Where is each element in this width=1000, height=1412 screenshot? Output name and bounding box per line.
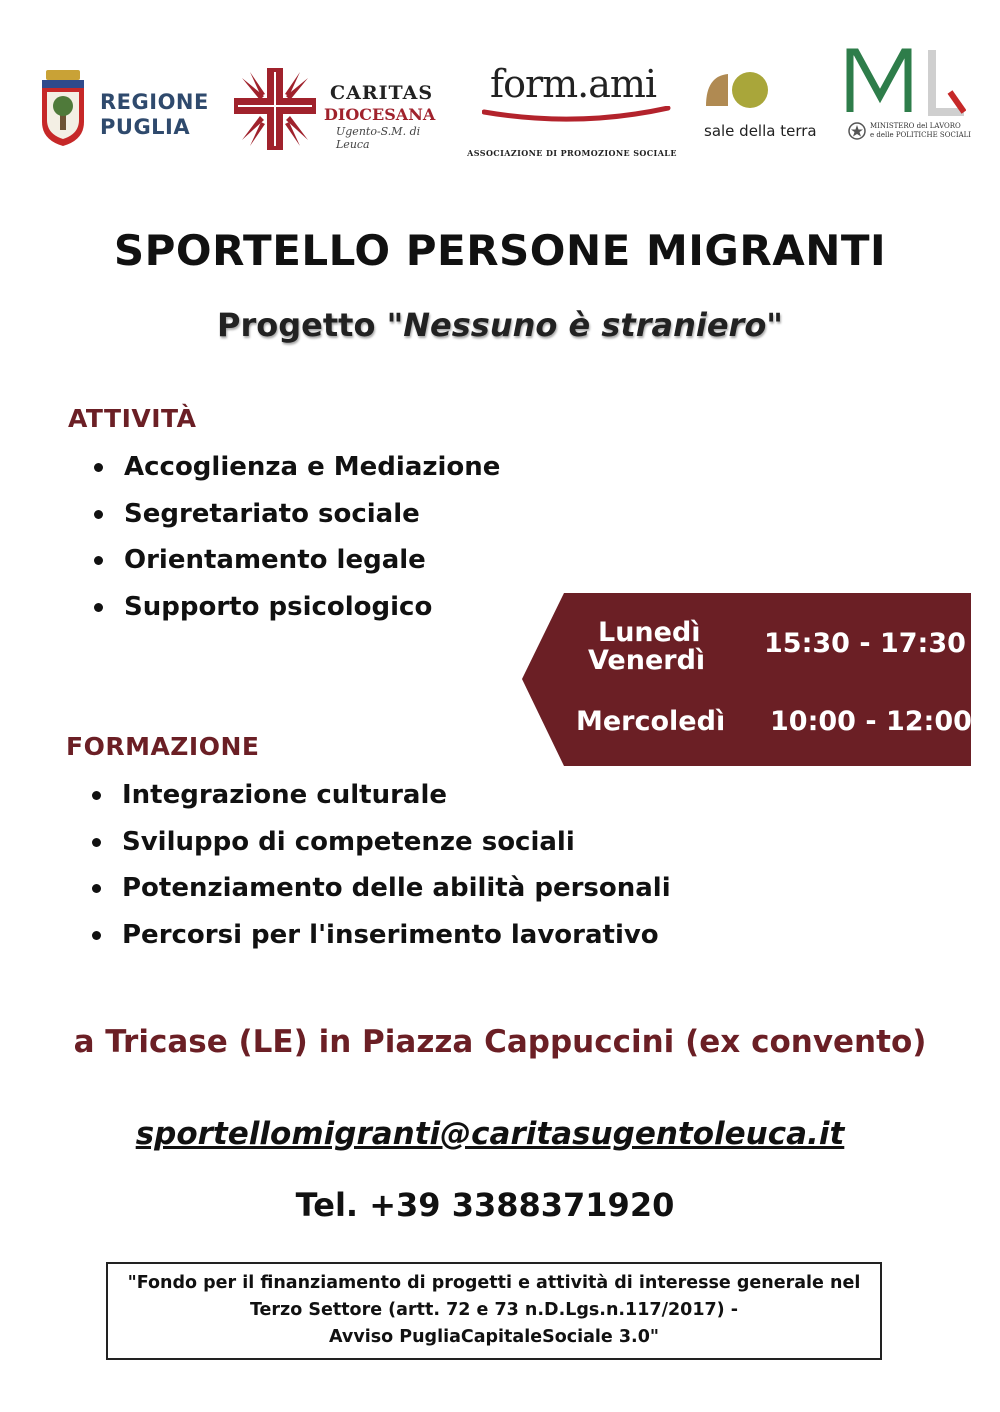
formazione-list <box>90 780 671 966</box>
list-item: Supporto psicologico <box>92 592 500 639</box>
schedule-time-morning: 10:00 - 12:00 <box>770 706 972 737</box>
attivita-heading: ATTIVITÀ <box>68 404 197 433</box>
list-item: Percorsi per l'inserimento lavorativo <box>90 920 671 967</box>
italian-emblem-icon <box>848 122 866 140</box>
ministero-text: MINISTERO del LAVORO e delle POLITICHE SOCIALI <box>870 122 972 139</box>
formazione-heading: FORMAZIONE <box>66 732 260 761</box>
phone-number: Tel. +39 3388371920 <box>295 1186 675 1224</box>
funding-note-box <box>106 1262 882 1360</box>
sale-della-terra-text: sale della terra <box>704 122 817 140</box>
formami-name: form.ami <box>490 62 657 106</box>
caritas-subtitle: DIOCESANA <box>324 105 436 124</box>
schedule-day-friday: Venerdì <box>588 645 706 676</box>
funding-note-line: Avviso PugliaCapitaleSociale 3.0" <box>329 1327 659 1347</box>
project-name: "Nessuno è straniero" <box>386 306 783 344</box>
sale-della-terra-mark-icon <box>702 70 772 110</box>
caritas-cross-icon <box>234 68 316 150</box>
caritas-location: Ugento-S.M. di Leuca <box>336 125 421 151</box>
list-item: Accoglienza e Mediazione <box>92 452 500 499</box>
formami-tagline: ASSOCIAZIONE DI PROMOZIONE SOCIALE <box>467 148 677 158</box>
funding-note-line: "Fondo per il finanziamento di progetti e attività di interesse generale nel <box>127 1273 861 1293</box>
schedule-day-wednesday: Mercoledì <box>576 706 726 737</box>
ministero-ml-icon <box>846 48 966 128</box>
list-item: Sviluppo di competenze sociali <box>90 827 671 874</box>
subtitle-prefix: Progetto <box>217 306 387 344</box>
schedule-day-monday: Lunedì <box>598 617 701 648</box>
email-link[interactable]: sportellomigranti@caritasugentoleuca.it <box>135 1116 845 1152</box>
list-item: Potenziamento delle abilità personali <box>90 873 671 920</box>
schedule-box <box>522 593 971 766</box>
schedule-arrow-shape <box>522 593 971 766</box>
list-item: Integrazione culturale <box>90 780 671 827</box>
formami-swoosh-icon <box>482 106 672 126</box>
regione-puglia-crest-icon <box>40 70 86 146</box>
page-title: SPORTELLO PERSONE MIGRANTI <box>113 226 887 275</box>
logo-row <box>0 40 1000 160</box>
list-item: Segretariato sociale <box>92 499 500 546</box>
schedule-time-afternoon: 15:30 - 17:30 <box>764 628 966 659</box>
page-subtitle <box>0 306 1000 344</box>
attivita-list <box>92 452 500 638</box>
regione-puglia-text: REGIONE PUGLIA <box>100 90 209 139</box>
list-item: Orientamento legale <box>92 545 500 592</box>
funding-note-line: Terzo Settore (artt. 72 e 73 n.D.Lgs.n.117/2017) - <box>249 1300 739 1320</box>
location-text: a Tricase (LE) in Piazza Cappuccini (ex convento) <box>73 1024 927 1060</box>
caritas-title: CARITAS <box>330 82 434 104</box>
